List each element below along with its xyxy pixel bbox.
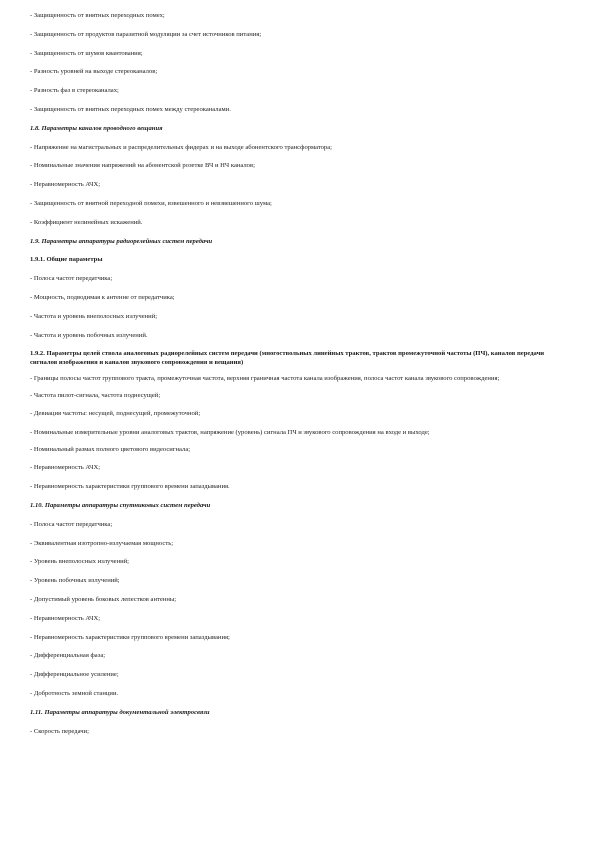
list-item: - Защищенность от внятной переходной помехи, взвешенного и невзвешенного шума; [30, 199, 272, 207]
list-item: - Уровень побочных излучений; [30, 577, 120, 585]
list-item: - Полоса частот передатчика; [30, 275, 113, 283]
list-item: - Напряжение на магистральных и распределительных фидерах и на выходе абонентского трансформатора; [30, 143, 332, 151]
list-item: - Разность уровней на выходе стереоканалов; [30, 68, 158, 76]
list-item: - Частота и уровень внеполосных излучений; [30, 312, 158, 320]
section-heading: 1.10. Параметры аппаратуры спутниковых систем передачи [30, 501, 211, 509]
list-item: - Частота и уровень побочных излучений. [30, 331, 148, 339]
list-item: - Неравномерность АЧХ; [30, 464, 101, 472]
section-heading: 1.9. Параметры аппаратуры радиорелейных систем передачи [30, 237, 213, 245]
section-heading: 1.11. Параметры аппаратуры документальной электросвязи [30, 708, 210, 716]
subsection-heading: 1.9.2. Параметры целей ствола аналоговых радиорелейных систем передачи (многоствольных линейных трактов, трактов промежуточной частоты (ПЧ), каналов передачи сигналов изображения и каналов звукового сопровождения и вещания) [30, 350, 545, 366]
list-item: - Границы полосы частот группового тракта, промежуточная частота, верхняя граничная частота канала изображения, полоса частот канала звукового сопровождения; [30, 375, 500, 383]
list-item: - Неравномерность АЧХ; [30, 614, 101, 622]
list-item: - Добротность земной станции. [30, 689, 119, 697]
list-item: - Неравномерность АЧХ; [30, 181, 101, 189]
list-item: - Скорость передачи; [30, 727, 89, 735]
list-item: - Коэффициент нелинейных искажений. [30, 218, 143, 226]
list-item: - Эквивалентная изотропно-излучаемая мощность; [30, 539, 174, 547]
list-item: - Допустимый уровень боковых лепестков антенны; [30, 595, 177, 603]
list-item: - Полоса частот передатчика; [30, 520, 113, 528]
list-item: - Девиация частоты: несущей, поднесущей, промежуточной; [30, 410, 201, 418]
list-item: - Неравномерность характеристики группового времени запаздывания. [30, 483, 230, 491]
list-item: - Дифференциальная фаза; [30, 652, 106, 660]
list-item: - Защищенность от продуктов паразитной модуляции за счет источников питания; [30, 30, 262, 38]
list-item: - Мощность, подводимая к антенне от передатчика; [30, 293, 175, 301]
list-item: - Защищенность от внятных переходных помех; [30, 12, 165, 19]
list-item: - Уровень внеполосных излучений; [30, 558, 129, 566]
section-heading: 1.8. Параметры каналов проводного вещания [30, 124, 163, 132]
list-item: - Номинальный размах полного цветового видеосигнала; [30, 445, 191, 453]
list-item: - Защищенность от шумов квантования; [30, 49, 143, 57]
list-item: - Неравномерность характеристики группового времени запаздывания; [30, 633, 230, 641]
document-body [30, 12, 568, 746]
list-item: - Дифференциальное усиление; [30, 671, 119, 679]
subsection-heading: 1.9.1. Общие параметры [30, 256, 103, 264]
list-item: - Разность фаз в стереоканалах; [30, 87, 119, 95]
list-item: - Частота пилот-сигнала, частота поднесущей; [30, 391, 161, 399]
list-item: - Защищенность от внятных переходных помех между стереоканалами. [30, 105, 231, 113]
list-item: - Номинальные значения напряжений на абонентской розетке ВЧ и НЧ каналов; [30, 162, 255, 170]
list-item: - Номинальные измерительные уровни аналоговых трактов, напряжение (уровень) сигнала ПЧ и звукового сопровождения на входе и выходе; [30, 429, 430, 437]
